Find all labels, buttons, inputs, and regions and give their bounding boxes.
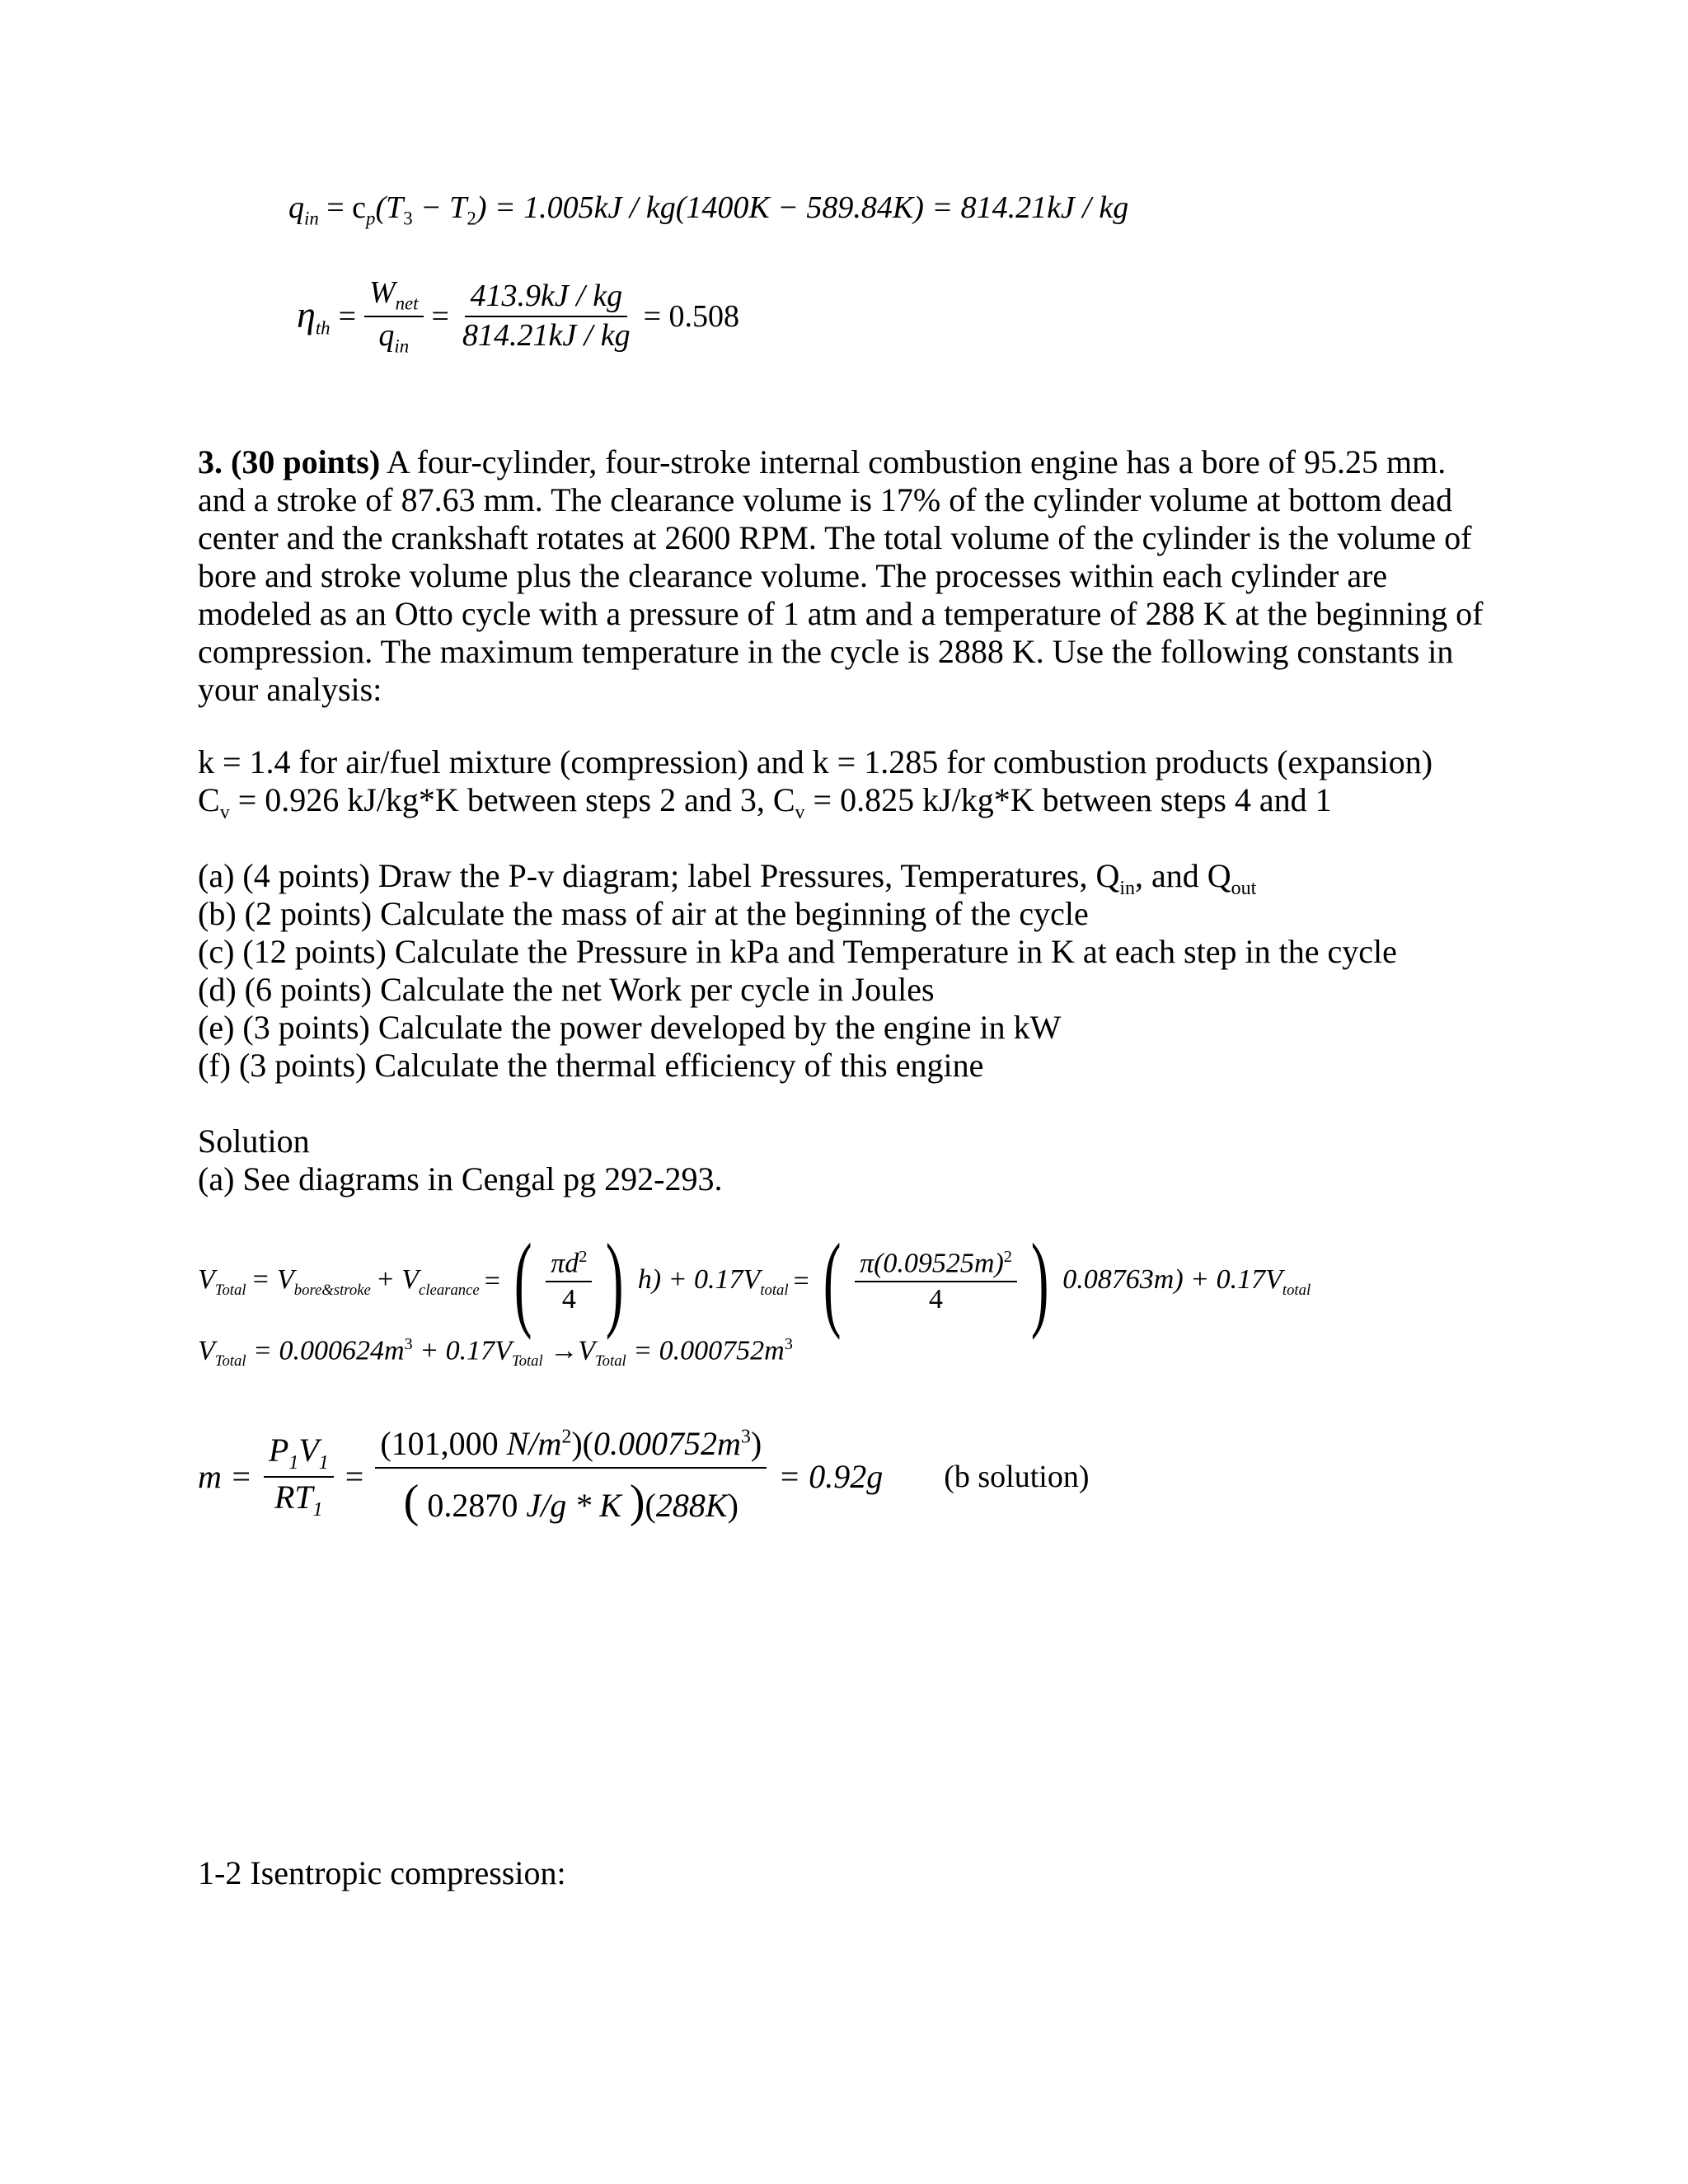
part-a: (a) (4 points) Draw the P-v diagram; label Pressures, Temperatures, $Q_{in}$, and $Q_{out}$ bbox=[198, 857, 1257, 899]
solution-heading: Solution bbox=[198, 1122, 310, 1160]
part-e: (e) (3 points) Calculate the power developed by the engine in kW bbox=[198, 1009, 1062, 1046]
problem-text: A four-cylinder, four-stroke internal combustion engine has a bore of 95.25 mm. and a stroke of 87.63 mm. The clearance volume is 17% of the cylinder volume at bottom dead center and the crankshaft rotates at 2600 RPM. The total volume of the cylinder is the volume of bore and stroke volume plus the clearance volume. The processes within each cylinder are modeled as an Otto cycle with a pressure of 1 atm and a temperature of 288 K at the beginning of compression. The maximum temperature in the cycle is 2888 K. Use the following constants in your analysis: bbox=[198, 443, 1484, 708]
equation-thermal-efficiency: $\eta_{th}$ = $\frac{W_{net}}{q_{in}}$ = $\frac{413.9kJ / kg}{814.21kJ / kg}$ = 0.508 bbox=[297, 275, 740, 357]
constants-line-1: k = 1.4 for air/fuel mixture (compression) and k = 1.285 for combustion products (expansion) bbox=[198, 743, 1433, 780]
solution-a: (a) See diagrams in Cengal pg 292-293. bbox=[198, 1160, 723, 1197]
part-c: (c) (12 points) Calculate the Pressure in kPa and Temperature in K at each step in the cycle bbox=[198, 933, 1397, 970]
equation-mass: m = $\frac{P_1V_1}{RT_1}$ = $\frac{(101,000 N/m^2)(0.000752m^3)}{( 0.2870 J/g * K )(288K)}$ = 0.92g (b solution) bbox=[198, 1425, 1090, 1527]
section-isentropic-compression: 1-2 Isentropic compression: bbox=[198, 1854, 566, 1891]
part-b: (b) (2 points) Calculate the mass of air at the beginning of the cycle bbox=[198, 895, 1089, 932]
part-d: (d) (6 points) Calculate the net Work per cycle in Joules bbox=[198, 971, 935, 1008]
equation-vtotal-result: $V_{Total} = 0.000624m^3 + 0.17V_{Total} \to V_{Total} = 0.000752m^3$ bbox=[198, 1335, 793, 1371]
constants-line-2: $C_v = 0.926$ kJ/kg*K between steps 2 and 3, $C_v = 0.825$ kJ/kg*K between steps 4 and 1 bbox=[198, 781, 1332, 823]
problem-statement bbox=[198, 443, 1500, 709]
equation-qin: $q_{in} = c_p(T_3 - T_2) = 1.005kJ / kg(1400K - 589.84K) = 814.21kJ$ / kg bbox=[288, 190, 1129, 229]
part-f: (f) (3 points) Calculate the thermal efficiency of this engine bbox=[198, 1047, 984, 1084]
equation-vtotal: $V_{Total}$ = $V_{bore\&stroke}$ + $V_{clearance}$ = ( $\frac{\pi d^2}{4}$ ) $h) + 0.17V_{total}$ = ( $\frac{\pi(0.09525m)^2}{4}$ ) $0.08763m) + 0.17V_{total}$ bbox=[198, 1222, 1311, 1341]
problem-label: 3. (30 points) bbox=[198, 443, 381, 480]
